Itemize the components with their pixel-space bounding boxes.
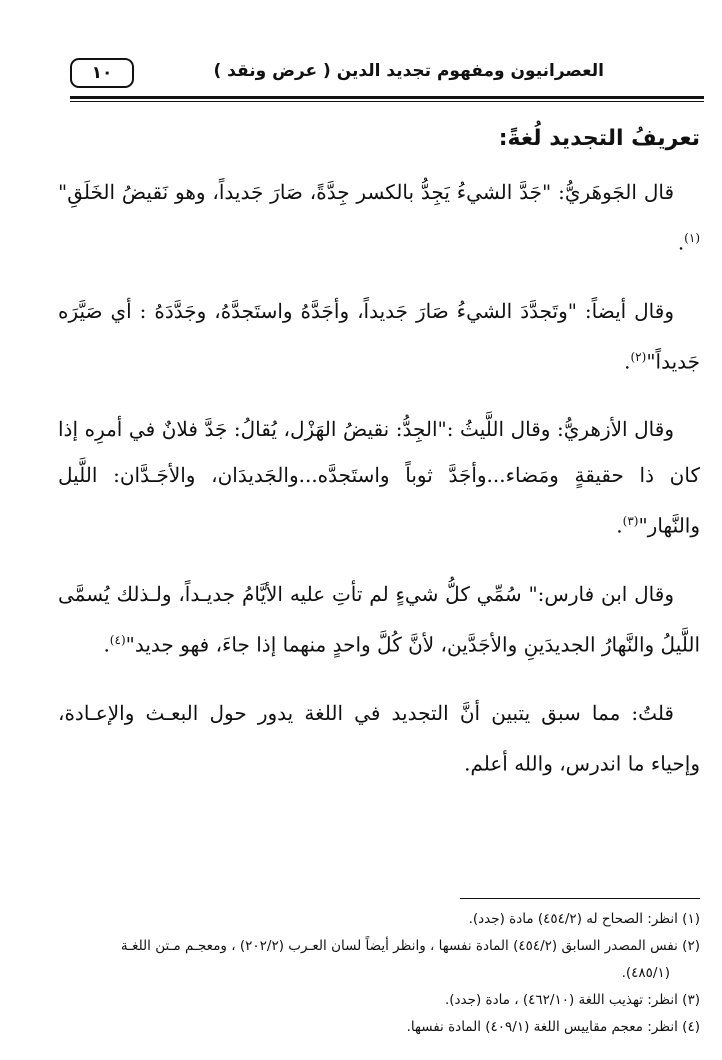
footnote-ref: (٣) (622, 514, 639, 529)
footnote-ref: (٤) (109, 632, 126, 647)
paragraph-jawhari: قال الجَوهَريُّ: "جَدَّ الشيءُ يَجِدُّ بالكسر جِدَّةً، صَارَ جَديداً، وهو نَقيضُ الخَلَقِ"$^{(١)}$. (58, 180, 700, 255)
footnote-continuation: (٤٨٥/١). (621, 965, 670, 981)
footnote-text: انظر: تهذيب اللغة (٤٦٢/١٠) ، مادة (جدد). (444, 992, 678, 1008)
footnote-text: نفس المصدر السابق (٤٥٤/٢) المادة نفسها ، وانظر أيضاً لسان العـرب (٢٠٢/٢) ، ومعجـم مـتن اللغـة (120, 938, 678, 954)
running-title: العصرانيون ومفهوم تجديد الدين ( عرض ونقد ) (213, 61, 604, 81)
footnote-3 (58, 987, 700, 1014)
footnote-text: انظر: معجم مقاييس اللغة (٤٠٩/١) المادة نفسها. (406, 1019, 678, 1035)
footnote-ref: (٢) (630, 349, 647, 364)
paragraph-jawhari-2: وقال أيضاً: "وتَجدَّدَ الشيءُ صَارَ جَديداً، وأجَدَّهُ واستَجدَّهُ، وجَدَّدَهُ : أي صَيَّرَه جَديداً"$^{(٢)}$. (58, 298, 700, 374)
page-number-badge (70, 58, 134, 88)
main-text (58, 118, 700, 808)
footnote-ref: (١) (684, 231, 700, 245)
footnote-number: (٣) (682, 992, 700, 1008)
page-number: ١٠ (91, 63, 113, 83)
paragraph-text: قال الجَوهَريُّ: "جَدَّ الشيءُ يَجِدُّ بالكسر جِدَّةً، صَارَ جَديداً، وهو نَقيضُ الخَلَقِ" (58, 180, 674, 204)
page-header (70, 56, 704, 96)
header-rule-thick (70, 96, 704, 99)
paragraph-ibn-faris: وقال ابن فارس:" سُمِّي كلُّ شيءٍ لم تأتِ عليه الأيَّامُ جديـداً، ولـذلك يُسمَّى اللَّيلُ والنَّهارُ الجديدَينِ والأجَدَّين، لأنَّ كُلَّ واحدٍ منهما إذا جاءَ، فهو جديد"$^{(٤)}$. (58, 581, 700, 657)
footnote-4 (58, 1014, 700, 1041)
footnote-number: (٢) (682, 938, 700, 954)
paragraph-text: وقال ابن فارس:" سُمِّي كلُّ شيءٍ لم تأتِ عليه الأيَّامُ جديـداً، ولـذلك يُسمَّى اللَّيلُ والنَّهارُ الجديدَينِ والأجَدَّين، لأنَّ كُلَّ واحدٍ منهما إذا جاءَ، فهو جديد" (58, 581, 700, 657)
paragraph-text: وقال أيضاً: "وتَجدَّدَ الشيءُ صَارَ جَديداً، وأجَدَّهُ واستَجدَّهُ، وجَدَّدَهُ : أي صَيَّرَه جَديداً" (58, 298, 700, 374)
header-rule-thin (70, 101, 704, 102)
footnote-number: (٤) (682, 1019, 700, 1035)
footnotes (58, 906, 700, 1041)
footnote-1 (58, 906, 700, 933)
paragraph-conclusion (58, 690, 700, 787)
paragraph-text: قلتُ: مما سبق يتبين أنَّ التجديد في اللغة يدور حول البعـث والإعـادة، وإحياء ما اندرس، والله أعلم. (58, 700, 700, 776)
footnote-2 (58, 933, 700, 987)
paragraph-text: وقال الأزهريُّ: وقال اللَّيثُ :"الجِدُّ: نقيضُ الهَزْل، يُقالُ: جَدَّ فلانٌ في أمرِه إذا كان ذا حقيقةٍ ومَضاء...وأجَدَّ ثوباً واستَجدَّه...والجَديدَان، والأجَـدَّان: اللَّيل والنَّهار" (58, 417, 700, 538)
footnote-text: انظر: الصحاح له (٤٥٤/٢) مادة (جدد). (468, 911, 678, 927)
footnote-number: (١) (682, 911, 700, 927)
paragraph-azhari: وقال الأزهريُّ: وقال اللَّيثُ :"الجِدُّ: نقيضُ الهَزْل، يُقالُ: جَدَّ فلانٌ في أمرِه إذا كان ذا حقيقةٍ ومَضاء...وأجَدَّ ثوباً واستَجدَّه...والجَديدَان، والأجَـدَّان: اللَّيل والنَّهار"$^{(٣)}$. (58, 417, 700, 538)
section-heading: تعريفُ التجديد لُغةً: (498, 126, 700, 151)
footnote-separator (460, 898, 700, 899)
